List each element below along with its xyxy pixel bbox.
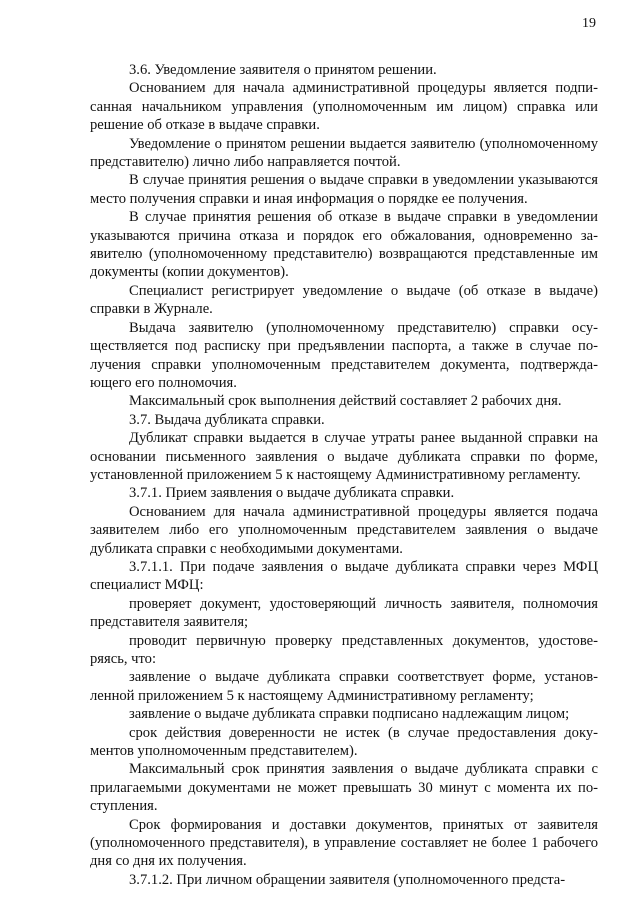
section-heading-3-7-1: 3.7.1. Прием заявления о выдаче дубликата справки. bbox=[129, 485, 455, 502]
paragraph: срок действия доверенности не истек (в случае предоставления документов уполномоченным представителем). bbox=[90, 724, 598, 760]
paragraph: 3.7.1.1. При подаче заявления о выдаче дубликата справки через МФЦ специалист МФЦ: bbox=[90, 558, 598, 594]
paragraph: Срок формирования и доставки документов, принятых от заявителя (уполномоченного представителя), в управление составляет не более 1 рабочего дня со дня их получения. bbox=[90, 816, 598, 870]
paragraph: Выдача заявителю (уполномоченному представителю) справки осуществляется под расписку при предъявлении паспорта, а также в случае получения справки уполномоченным представителем документа, подтверждающего его полномочия. bbox=[90, 319, 598, 391]
paragraph: проверяет документ, удостоверяющий личность заявителя, полномочия представителя заявителя; bbox=[90, 595, 598, 631]
paragraph: Основанием для начала административной процедуры является подача заявителем либо его уполномоченным представителем заявления о выдаче дубликата справки с необходимыми документами. bbox=[90, 503, 598, 557]
paragraph: Максимальный срок принятия заявления о выдаче дубликата справки с прилагаемыми документами не может превышать 30 минут с момента их поступления. bbox=[90, 761, 598, 815]
paragraph: Дубликат справки выдается в случае утраты ранее выданной справки на основании письменного заявления о выдаче дубликата справки по форме, установленной приложением 5 к настоящему Административному регламенту. bbox=[90, 430, 598, 483]
paragraph: В случае принятия решения о выдаче справки в уведомлении указываются место получения справки и иная информация о порядке ее получения. bbox=[90, 172, 598, 207]
paragraph: заявление о выдаче дубликата справки подписано надлежащим лицом; bbox=[129, 706, 570, 723]
paragraph: Основанием для начала административной процедуры является подписанная начальником управления (уполномоченным им лицом) справка или решение об отказе в выдаче справки. bbox=[90, 80, 598, 134]
section-heading-3-7: 3.7. Выдача дубликата справки. bbox=[129, 411, 325, 428]
page-number: 19 bbox=[582, 16, 596, 31]
paragraph: заявление о выдаче дубликата справки соответствует форме, установленной приложением 5 к настоящему Административному регламенту; bbox=[90, 669, 598, 704]
paragraph: В случае принятия решения об отказе в выдаче справки в уведомлении указываются причина отказа и порядок его обжалования, одновременно заявителю (уполномоченному представителю) возвращаются представленные им документы (копии документов). bbox=[90, 209, 598, 281]
paragraph: Уведомление о принятом решении выдается заявителю (уполномоченному представителю) лично либо направляется почтой. bbox=[90, 135, 598, 171]
paragraph: Максимальный срок выполнения действий составляет 2 рабочих дня. bbox=[129, 393, 562, 410]
document-body bbox=[90, 61, 598, 889]
section-heading-3-6: 3.6. Уведомление заявителя о принятом решении. bbox=[129, 62, 437, 78]
paragraph: Специалист регистрирует уведомление о выдаче (об отказе в выдаче) справки в Журнале. bbox=[90, 282, 598, 318]
paragraph: проводит первичную проверку представленных документов, удостоверяясь, что: bbox=[90, 632, 598, 667]
paragraph: 3.7.1.2. При личном обращении заявителя (уполномоченного предста- bbox=[129, 871, 566, 888]
